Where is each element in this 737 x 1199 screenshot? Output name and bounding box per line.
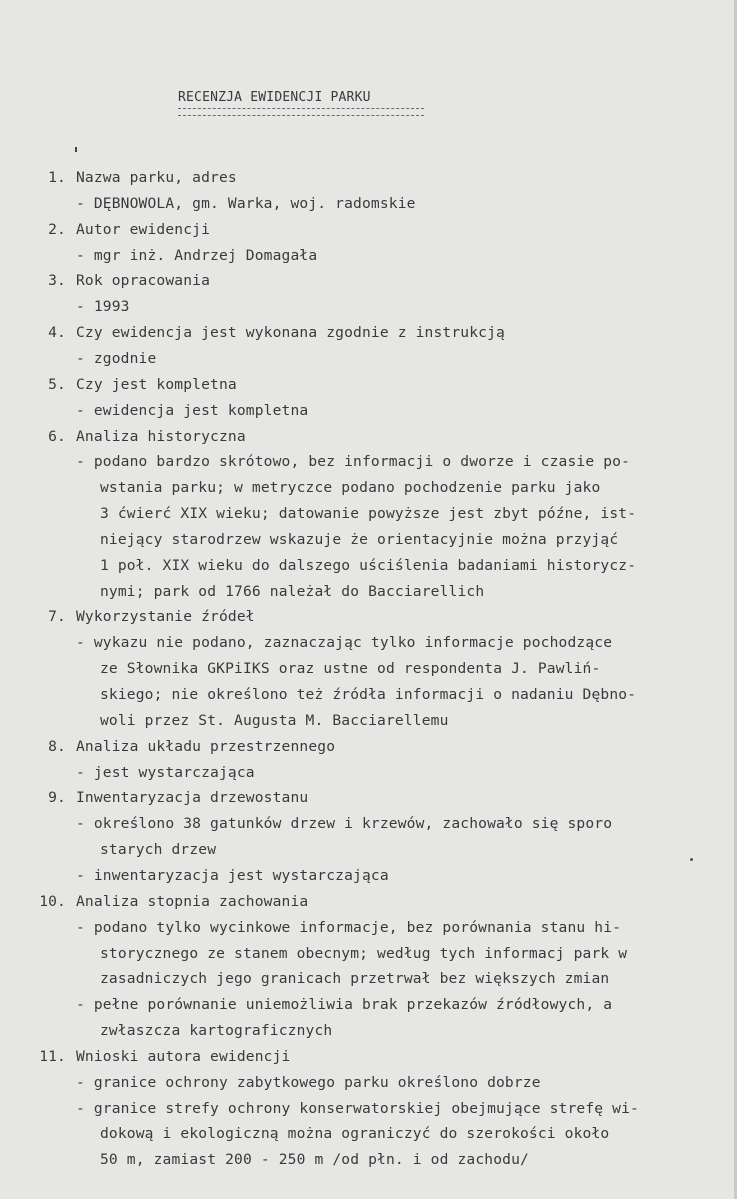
- line-text: Czy ewidencja jest wykonana zgodnie z instrukcją: [76, 324, 505, 342]
- line-text: Czy jest kompletna: [76, 375, 237, 393]
- line-text: 50 m, zamiast 200 - 250 m /od płn. i od zachodu/: [100, 1151, 529, 1169]
- line-text: Rok opracowania: [76, 272, 211, 290]
- line-text: - podano bardzo skrótowo, bez informacji o dworze i czasie po-: [76, 453, 631, 471]
- line-text: zasadniczych jego granicach przetrwał bez większych zmian: [100, 970, 610, 988]
- stray-mark: [75, 147, 77, 152]
- line-text: woli przez St. Augusta M. Bacciarellemu: [100, 711, 449, 729]
- line-text: - mgr inż. Andrzej Domagała: [76, 246, 318, 264]
- line-text: - granice strefy ochrony konserwatorskiej obejmujące strefę wi-: [76, 1099, 639, 1117]
- line-text: Autor ewidencji: [76, 220, 211, 238]
- line-text: 3 ćwierć XIX wieku; datowanie powyższe jest zbyt późne, ist-: [100, 505, 637, 523]
- title-double-underline: [178, 108, 424, 116]
- line-text: storycznego ze stanem obecnym; według tych informacj park w: [100, 944, 628, 962]
- line-text: Analiza stopnia zachowania: [76, 892, 309, 910]
- line-text: - 1993: [76, 298, 130, 316]
- line-text: starych drzew: [100, 841, 217, 859]
- line-text: - DĘBNOWOLA, gm. Warka, woj. radomskie: [76, 194, 416, 212]
- document-title: RECENZJA EWIDENCJI PARKU: [178, 90, 371, 105]
- line-text: Analiza historyczna: [76, 427, 246, 445]
- line-text: zwłaszcza kartograficznych: [100, 1022, 333, 1040]
- line-text: ze Słownika GKPiIKS oraz ustne od respondenta J. Pawliń-: [100, 660, 601, 678]
- line-text: - określono 38 gatunków drzew i krzewów, zachowało się sporo: [76, 815, 613, 833]
- section-number: 2.: [48, 220, 66, 238]
- section-number: 4.: [48, 324, 66, 342]
- section-number: 6.: [48, 427, 66, 445]
- line-text: Wykorzystanie źródeł: [76, 608, 255, 626]
- section-number: 5.: [48, 375, 66, 393]
- section-number: 8.: [48, 737, 66, 755]
- line-text: Inwentaryzacja drzewostanu: [76, 789, 309, 807]
- line-text: 1 poł. XIX wieku do dalszego uściślenia badaniami historycz-: [100, 556, 637, 574]
- line-text: - pełne porównanie uniemożliwia brak przekazów źródłowych, a: [76, 996, 613, 1014]
- section-number: 7.: [48, 608, 66, 626]
- section-number: 10.: [39, 892, 66, 910]
- line-text: skiego; nie określono też źródła informacji o nadaniu Dębno-: [100, 686, 637, 703]
- section-number: 1.: [48, 169, 66, 186]
- line-text: - jest wystarczająca: [76, 763, 255, 781]
- stray-mark: [690, 858, 693, 861]
- line-text: Nazwa parku, adres: [76, 169, 237, 186]
- line-text: wstania parku; w metryczce podano pochodzenie parku jako: [100, 479, 601, 497]
- line-text: Analiza układu przestrzennego: [76, 737, 336, 755]
- line-text: Wnioski autora ewidencji: [76, 1047, 291, 1065]
- section-number: 11.: [39, 1047, 66, 1065]
- line-text: - ewidencja jest kompletna: [76, 401, 309, 419]
- line-text: - granice ochrony zabytkowego parku określono dobrze: [76, 1073, 541, 1091]
- line-text: - zgodnie: [76, 349, 157, 367]
- line-text: nymi; park od 1766 należał do Bacciarellich: [100, 582, 485, 600]
- line-text: - wykazu nie podano, zaznaczając tylko informacje pochodzące: [76, 634, 613, 652]
- line-text: niejący starodrzew wskazuje że orientacyjnie można przyjąć: [100, 530, 619, 548]
- section-number: 3.: [48, 272, 66, 290]
- line-text: dokową i ekologiczną można ograniczyć do szerokości około: [100, 1125, 610, 1143]
- section-number: 9.: [48, 789, 66, 807]
- line-text: - podano tylko wycinkowe informacje, bez porównania stanu hi-: [76, 918, 622, 936]
- line-text: - inwentaryzacja jest wystarczająca: [76, 866, 389, 884]
